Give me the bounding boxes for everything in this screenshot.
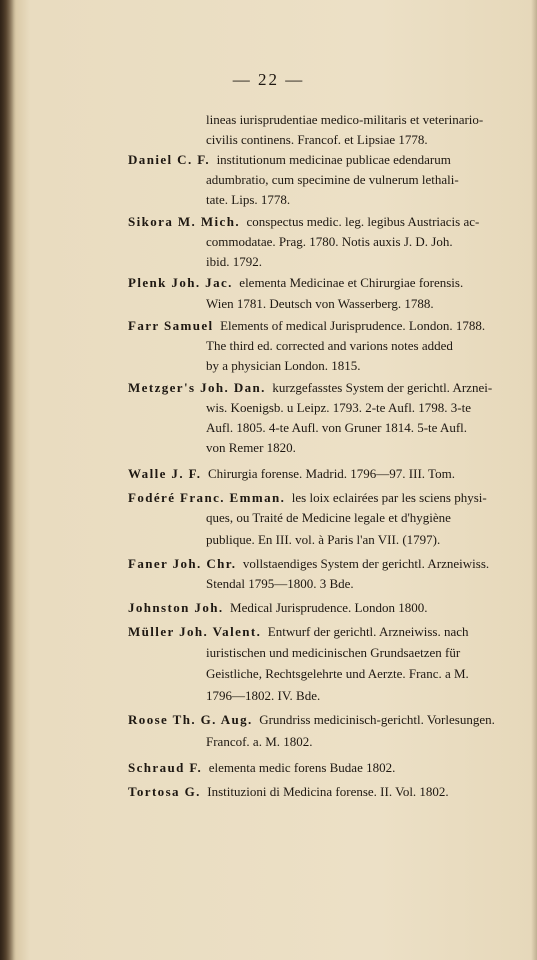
entry-line: Chirurgia forense. Madrid. 1796—97. III. Tom. [207, 466, 455, 481]
page-edge [531, 0, 537, 960]
entry-line: lineas iurisprudentiae medico-militaris et veterinario- [206, 112, 484, 127]
entry-line: institutionum medicinae publicae edendarum [216, 152, 451, 167]
entry-first-line [128, 758, 395, 778]
entry-line: commodatae. Prag. 1780. Notis auxis J. D. Joh. [206, 234, 453, 249]
entry-first-line [128, 710, 495, 730]
entry-author: Plenk Joh. Jac. [128, 275, 233, 290]
entry-author: Müller Joh. Valent. [128, 624, 262, 639]
entry-line: Elements of medical Jurisprudence. London. 1788. [220, 318, 486, 333]
entry-line: civilis continens. Francof. et Lipsiae 1778. [206, 132, 428, 147]
entry-line: tate. Lips. 1778. [206, 192, 291, 207]
entry-line: les loix eclairées par les sciens physi- [291, 490, 487, 505]
entry-line: elementa Medicinae et Chirurgiae forensis. [239, 275, 464, 290]
entry-first-line [128, 273, 463, 293]
entry-line: Aufl. 1805. 4-te Aufl. von Gruner 1814. 5-te Aufl. [206, 420, 468, 435]
entry-line: iuristischen und medicinischen Grundsaetzen für [206, 645, 461, 660]
binding-shadow [0, 0, 16, 960]
entry-first-line [128, 782, 449, 802]
entry-first-line [128, 212, 479, 232]
entry-line: adumbratio, cum specimine de vulnerum lethali- [206, 172, 459, 187]
entry-line: von Remer 1820. [206, 440, 296, 455]
entry-line: 1796—1802. IV. Bde. [206, 688, 321, 703]
entry-first-line [128, 598, 428, 618]
entry-author: Tortosa G. [128, 784, 201, 799]
entry-first-line [128, 464, 455, 484]
entry-author: Walle J. F. [128, 466, 202, 481]
entry-author: Roose Th. G. Aug. [128, 712, 253, 727]
entry-line: ques, ou Traité de Medicine legale et d'hygiène [206, 510, 451, 525]
entry-author: Daniel C. F. [128, 152, 211, 167]
entry-line: wis. Koenigsb. u Leipz. 1793. 2-te Aufl. 1798. 3-te [206, 400, 472, 415]
entry-line: Entwurf der gerichtl. Arzneiwiss. nach [267, 624, 469, 639]
entry-line: Geistliche, Rechtsgelehrte und Aerzte. Franc. a M. [206, 666, 469, 681]
entry-first-line [128, 378, 492, 398]
entry-author: Farr Samuel [128, 318, 214, 333]
entry-line: conspectus medic. leg. legibus Austriacis ac- [246, 214, 480, 229]
entry-first-line [128, 622, 468, 642]
entry-author: Johnston Joh. [128, 600, 224, 615]
entry-first-line [128, 488, 487, 508]
entry-author: Faner Joh. Chr. [128, 556, 237, 571]
entry-first-line [128, 554, 489, 574]
entry-line: Medical Jurisprudence. London 1800. [230, 600, 428, 615]
entry-line: vollstaendiges System der gerichtl. Arzneiwiss. [242, 556, 490, 571]
entry-line: The third ed. corrected and varions notes added [206, 338, 453, 353]
entry-line: publique. En III. vol. à Paris l'an VII. (1797). [206, 532, 441, 547]
entry-line: elementa medic forens Budae 1802. [208, 760, 396, 775]
page-number: — 22 — [232, 70, 305, 89]
entry-first-line [128, 316, 485, 336]
entry-author: Fodéré Franc. Emman. [128, 490, 286, 505]
entry-author: Metzger's Joh. Dan. [128, 380, 266, 395]
entry-line: by a physician London. 1815. [206, 358, 361, 373]
entry-line: ibid. 1792. [206, 254, 262, 269]
entry-line: Francof. a. M. 1802. [206, 734, 313, 749]
entry-line: Stendal 1795—1800. 3 Bde. [206, 576, 354, 591]
entry-line: Instituzioni di Medicina forense. II. Vol. 1802. [207, 784, 449, 799]
entry-line: Wien 1781. Deutsch von Wasserberg. 1788. [206, 296, 434, 311]
entry-line: Grundriss medicinisch-gerichtl. Vorlesungen. [259, 712, 495, 727]
entry-author: Schraud F. [128, 760, 203, 775]
entry-line: kurzgefasstes System der gerichtl. Arznei- [272, 380, 493, 395]
entry-author: Sikora M. Mich. [128, 214, 240, 229]
entry-first-line [128, 150, 451, 170]
